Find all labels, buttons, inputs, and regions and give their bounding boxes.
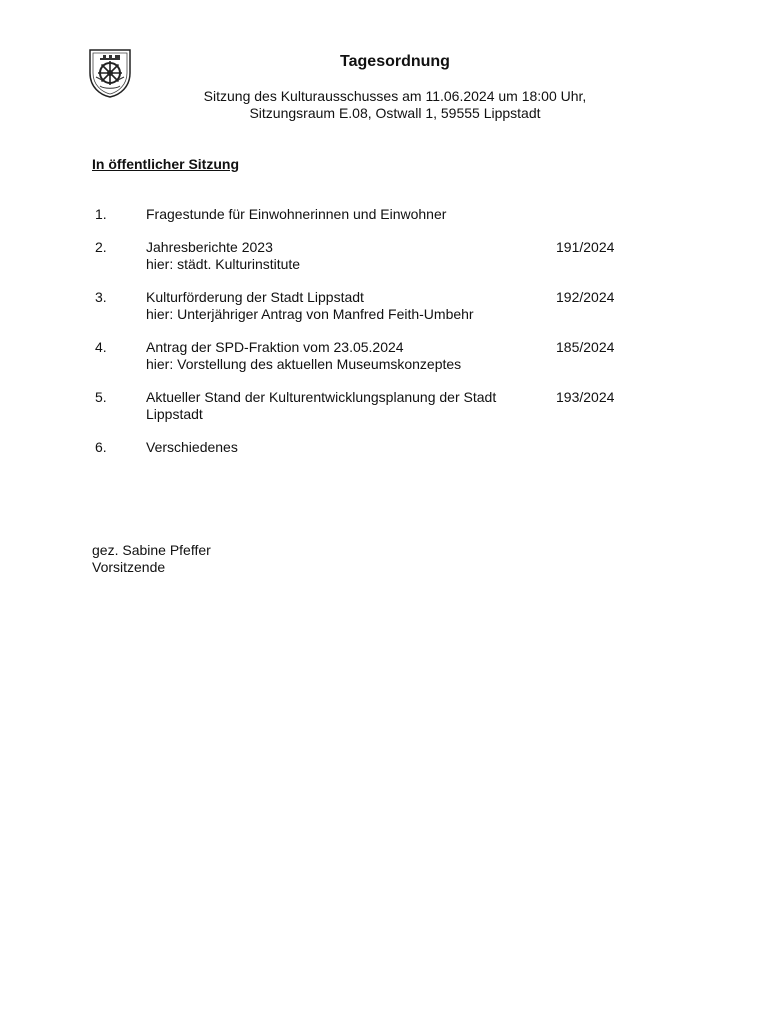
agenda-item-detail: Lippstadt [146,406,203,422]
meeting-info-line-2: Sitzungsraum E.08, Ostwall 1, 59555 Lippstadt [249,105,541,121]
agenda-item-text [146,239,546,273]
agenda-item-detail: hier: Unterjähriger Antrag von Manfred Feith-Umbehr [146,306,474,322]
agenda-item [95,289,635,323]
agenda-item-reference: 193/2024 [556,389,615,405]
agenda-item-text [146,339,546,373]
agenda-item-reference: 185/2024 [556,339,615,355]
agenda-item-number: 2. [95,239,107,255]
agenda-item-text [146,389,546,423]
agenda-item-reference: 192/2024 [556,289,615,305]
agenda-list [95,206,635,472]
city-crest-icon [86,47,134,99]
agenda-item-number: 6. [95,439,107,455]
agenda-item-detail: hier: Vorstellung des aktuellen Museumskonzeptes [146,356,462,372]
signature-block [92,542,211,576]
agenda-item [95,439,635,456]
agenda-item-title: Kulturförderung der Stadt Lippstadt [146,289,364,305]
agenda-item [95,389,635,423]
agenda-item-number: 1. [95,206,107,222]
agenda-item-detail: hier: städt. Kulturinstitute [146,256,301,272]
document-header [140,52,650,122]
agenda-item [95,339,635,373]
agenda-item-number: 4. [95,339,107,355]
agenda-item-number: 3. [95,289,107,305]
agenda-item-number: 5. [95,389,107,405]
meeting-info-line-1: Sitzung des Kulturausschusses am 11.06.2024 um 18:00 Uhr, [203,88,587,104]
agenda-item-title: Fragestunde für Einwohnerinnen und Einwohner [146,206,447,222]
agenda-item-text [146,206,546,223]
signature-name: gez. Sabine Pfeffer [92,542,211,558]
agenda-item [95,239,635,273]
meeting-info [140,88,650,122]
agenda-item-title: Jahresberichte 2023 [146,239,273,255]
agenda-item-title: Verschiedenes [146,439,238,455]
agenda-item-text [146,439,546,456]
signature-role: Vorsitzende [92,559,166,575]
agenda-item-title: Antrag der SPD-Fraktion vom 23.05.2024 [146,339,404,355]
page-title: Tagesordnung [340,53,450,70]
section-heading: In öffentlicher Sitzung [92,156,239,172]
agenda-item-text [146,289,546,323]
agenda-item-title: Aktueller Stand der Kulturentwicklungsplanung der Stadt [146,389,497,405]
agenda-item [95,206,635,223]
agenda-item-reference: 191/2024 [556,239,615,255]
